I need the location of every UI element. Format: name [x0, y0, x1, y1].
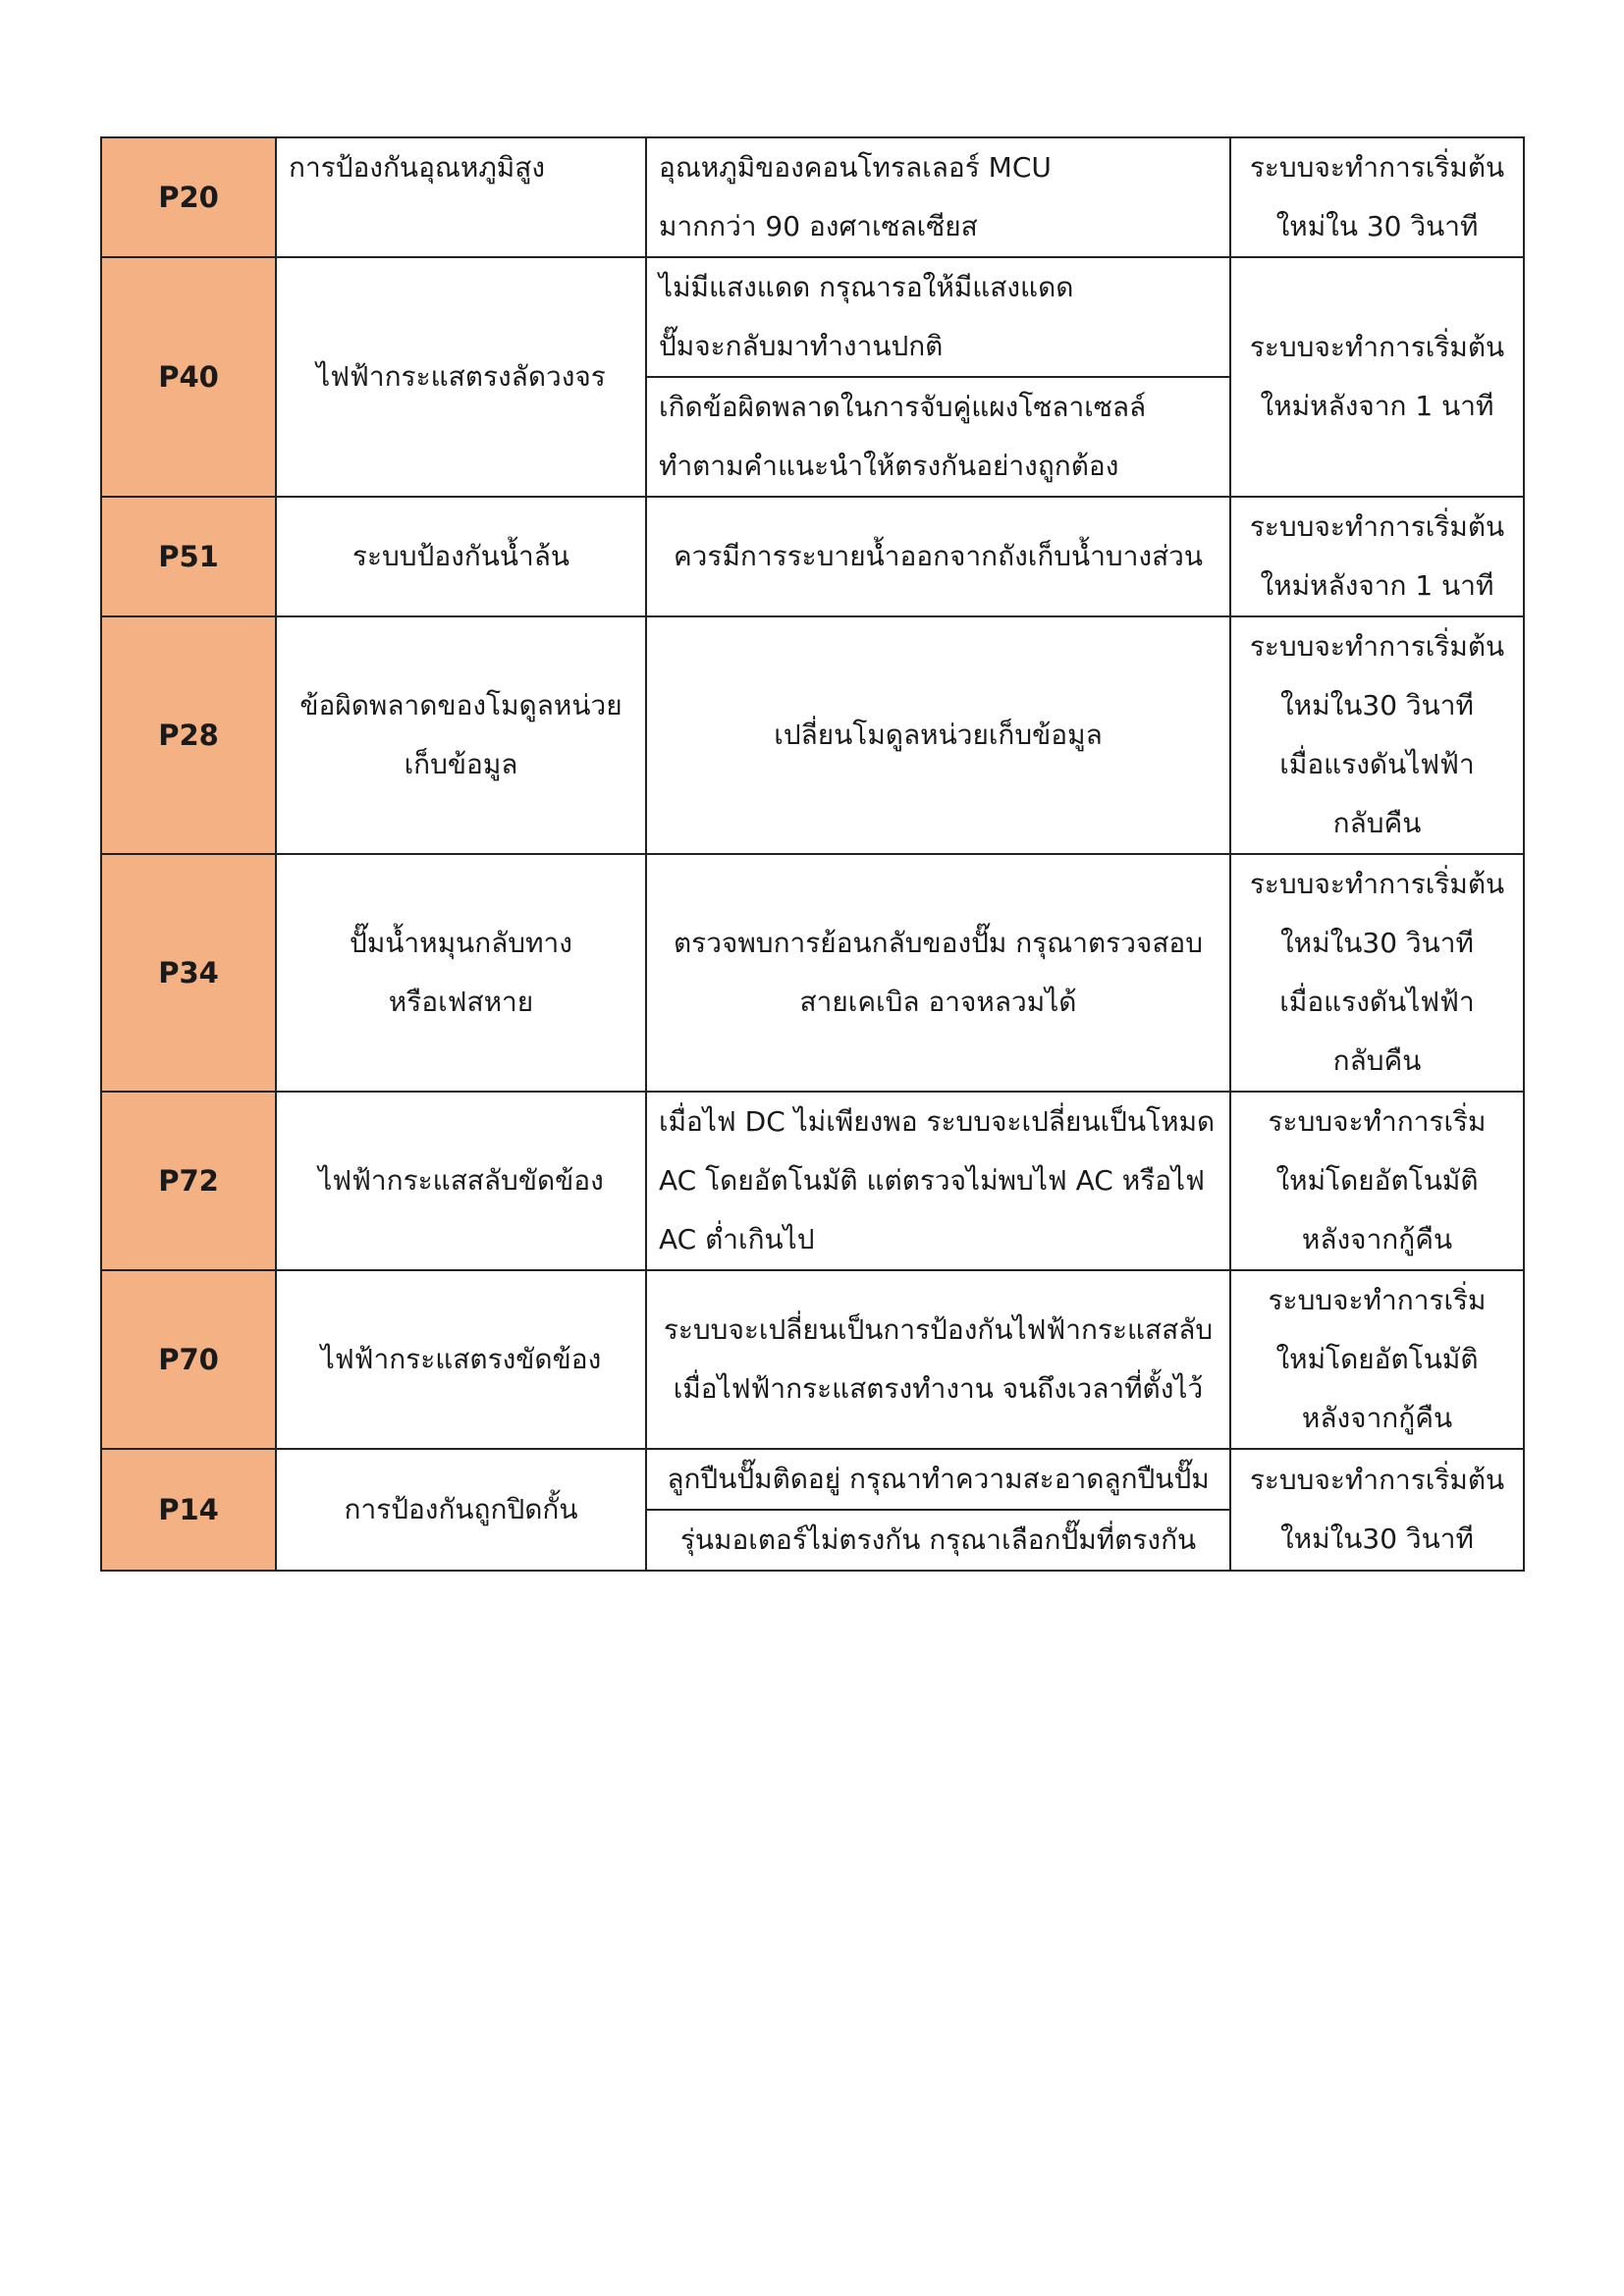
- fault-description-cell: ไฟฟ้ากระแสตรงขัดข้อง: [276, 1270, 646, 1449]
- fault-cause-cell: รุ่นมอเตอร์ไม่ตรงกัน กรุณาเลือกปั๊มที่ตรงกัน: [646, 1510, 1230, 1571]
- table-row: [101, 1270, 1524, 1449]
- table-row: [101, 497, 1524, 616]
- fault-action-cell: ระบบจะทำการเริ่ม ใหม่โดยอัตโนมัติ หลังจากกู้คืน: [1230, 1092, 1524, 1270]
- fault-cause-cell: ควรมีการระบายน้ำออกจากถังเก็บน้ำบางส่วน: [646, 497, 1230, 616]
- fault-action-cell: ระบบจะทำการเริ่มต้น ใหม่หลังจาก 1 นาที: [1230, 257, 1524, 497]
- table-row: [101, 1092, 1524, 1270]
- fault-action-cell: ระบบจะทำการเริ่มต้น ใหม่ใน 30 วินาที: [1230, 137, 1524, 257]
- fault-code-cell: P34: [101, 854, 276, 1092]
- fault-code-cell: P20: [101, 137, 276, 257]
- fault-cause-cell: ไม่มีแสงแดด กรุณารอให้มีแสงแดด ปั๊มจะกลับมาทำงานปกติ: [646, 257, 1230, 377]
- fault-code-cell: P40: [101, 257, 276, 497]
- table-row: [101, 1449, 1524, 1510]
- fault-code-cell: P28: [101, 616, 276, 854]
- fault-description-cell: ไฟฟ้ากระแสตรงลัดวงจร: [276, 257, 646, 497]
- fault-action-cell: ระบบจะทำการเริ่มต้น ใหม่ใน30 วินาที เมื่อแรงดันไฟฟ้า กลับคืน: [1230, 854, 1524, 1092]
- fault-description-cell: ไฟฟ้ากระแสสลับขัดข้อง: [276, 1092, 646, 1270]
- fault-cause-cell: เปลี่ยนโมดูลหน่วยเก็บข้อมูล: [646, 616, 1230, 854]
- fault-action-cell: ระบบจะทำการเริ่มต้น ใหม่ใน30 วินาที: [1230, 1449, 1524, 1571]
- fault-action-cell: ระบบจะทำการเริ่ม ใหม่โดยอัตโนมัติ หลังจากกู้คืน: [1230, 1270, 1524, 1449]
- fault-action-cell: ระบบจะทำการเริ่มต้น ใหม่หลังจาก 1 นาที: [1230, 497, 1524, 616]
- fault-cause-cell: ลูกปืนปั๊มติดอยู่ กรุณาทำความสะอาดลูกปืนปั๊ม: [646, 1449, 1230, 1510]
- fault-cause-cell: ตรวจพบการย้อนกลับของปั๊ม กรุณาตรวจสอบ สายเคเบิล อาจหลวมได้: [646, 854, 1230, 1092]
- table-row: [101, 257, 1524, 377]
- fault-cause-cell: ระบบจะเปลี่ยนเป็นการป้องกันไฟฟ้ากระแสสลับ เมื่อไฟฟ้ากระแสตรงทำงาน จนถึงเวลาที่ตั้งไว้: [646, 1270, 1230, 1449]
- table-row: [101, 137, 1524, 257]
- fault-action-cell: ระบบจะทำการเริ่มต้น ใหม่ใน30 วินาที เมื่อแรงดันไฟฟ้า กลับคืน: [1230, 616, 1524, 854]
- fault-code-cell: P70: [101, 1270, 276, 1449]
- fault-description-cell: ระบบป้องกันน้ำล้น: [276, 497, 646, 616]
- fault-code-cell: P72: [101, 1092, 276, 1270]
- table-row: [101, 616, 1524, 854]
- fault-description-cell: ข้อผิดพลาดของโมดูลหน่วย เก็บข้อมูล: [276, 616, 646, 854]
- fault-description-cell: การป้องกันอุณหภูมิสูง: [276, 137, 646, 257]
- fault-description-cell: การป้องกันถูกปิดกั้น: [276, 1449, 646, 1571]
- fault-code-cell: P51: [101, 497, 276, 616]
- fault-code-cell: P14: [101, 1449, 276, 1571]
- fault-cause-cell: เมื่อไฟ DC ไม่เพียงพอ ระบบจะเปลี่ยนเป็นโหมด AC โดยอัตโนมัติ แต่ตรวจไม่พบไฟ AC หรือไฟ AC ต่ำเกินไป: [646, 1092, 1230, 1270]
- fault-code-table: [100, 136, 1525, 1572]
- fault-cause-cell: อุณหภูมิของคอนโทรลเลอร์ MCU มากกว่า 90 องศาเซลเซียส: [646, 137, 1230, 257]
- fault-cause-cell: เกิดข้อผิดพลาดในการจับคู่แผงโซลาเซลล์ ทำตามคำแนะนำให้ตรงกันอย่างถูกต้อง: [646, 377, 1230, 497]
- fault-description-cell: ปั๊มน้ำหมุนกลับทาง หรือเฟสหาย: [276, 854, 646, 1092]
- table-row: [101, 854, 1524, 1092]
